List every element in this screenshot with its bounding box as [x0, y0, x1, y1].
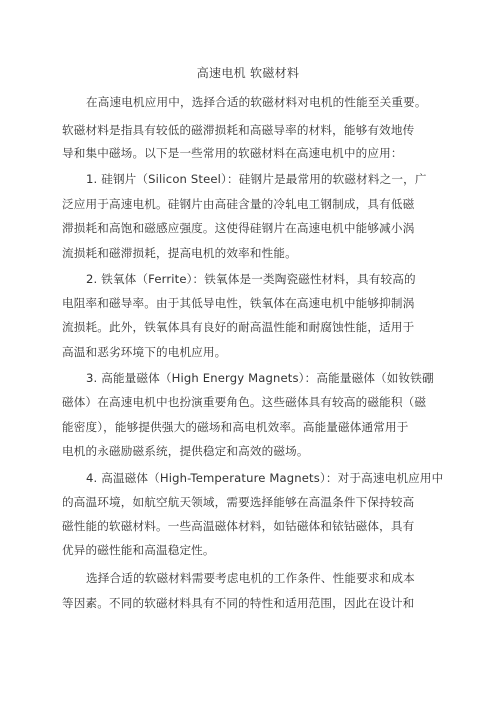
list-item-line: 优异的磁性能和高温稳定性。 [62, 543, 215, 557]
list-item-line: 泛应用于高速电机。硅钢片由高硅含量的冷轧电工钢制成，具有低磁 [62, 197, 415, 211]
list-item-line: 磁性能的软磁材料。一些高温磁体材料，如钴磁体和铱钴磁体，具有 [62, 519, 415, 533]
list-item-line: 电机的永磁励磁系统，提供稳定和高效的磁场。 [62, 444, 309, 458]
paragraph-line: 软磁材料是指具有较低的磁滞损耗和高磁导率的材料，能够有效地传 [62, 123, 415, 137]
paragraph-line: 导和集中磁场。以下是一些常用的软磁材料在高速电机中的应用： [62, 146, 403, 160]
paragraph-line: 等因素。不同的软磁材料具有不同的特性和适用范围，因此在设计和 [62, 596, 415, 610]
list-item-line: 4. 高温磁体（High-Temperature Magnets）：对于高速电机应用中 [86, 471, 444, 485]
list-item-line: 3. 高能量磁体（High Energy Magnets）：高能量磁体（如钕铁硼 [86, 371, 434, 385]
list-item-line: 滞损耗和高饱和磁感应强度。这使得硅钢片在高速电机中能够减小涡 [62, 221, 415, 235]
list-item-line: 磁体）在高速电机中也扮演重要角色。这些磁体具有较高的磁能积（磁 [62, 395, 427, 409]
list-item-line: 2. 铁氧体（Ferrite）：铁氧体是一类陶瓷磁性材料，具有较高的 [86, 272, 416, 286]
list-item-line: 电阻率和磁导率。由于其低导电性，铁氧体在高速电机中能够抑制涡 [62, 296, 415, 310]
list-item-line: 高温和恶劣环境下的电机应用。 [62, 345, 227, 359]
list-item-line: 流损耗。此外，铁氧体具有良好的耐高温性能和耐腐蚀性能，适用于 [62, 320, 415, 334]
document-title: 高速电机 软磁材料 [196, 66, 300, 80]
paragraph-line: 在高速电机应用中，选择合适的软磁材料对电机的性能至关重要。 [86, 95, 427, 109]
list-item-line: 1. 硅钢片（Silicon Steel）：硅钢片是最常用的软磁材料之一，广 [86, 172, 427, 186]
list-item-line: 能密度），能够提供强大的磁场和高电机效率。高能量磁体通常用于 [62, 420, 409, 434]
list-item-line: 的高温环境，如航空航天领域，需要选择能够在高温条件下保持较高 [62, 495, 415, 509]
paragraph-line: 选择合适的软磁材料需要考虑电机的工作条件、性能要求和成本 [86, 571, 415, 585]
list-item-line: 流损耗和磁滞损耗，提高电机的效率和性能。 [62, 246, 297, 260]
